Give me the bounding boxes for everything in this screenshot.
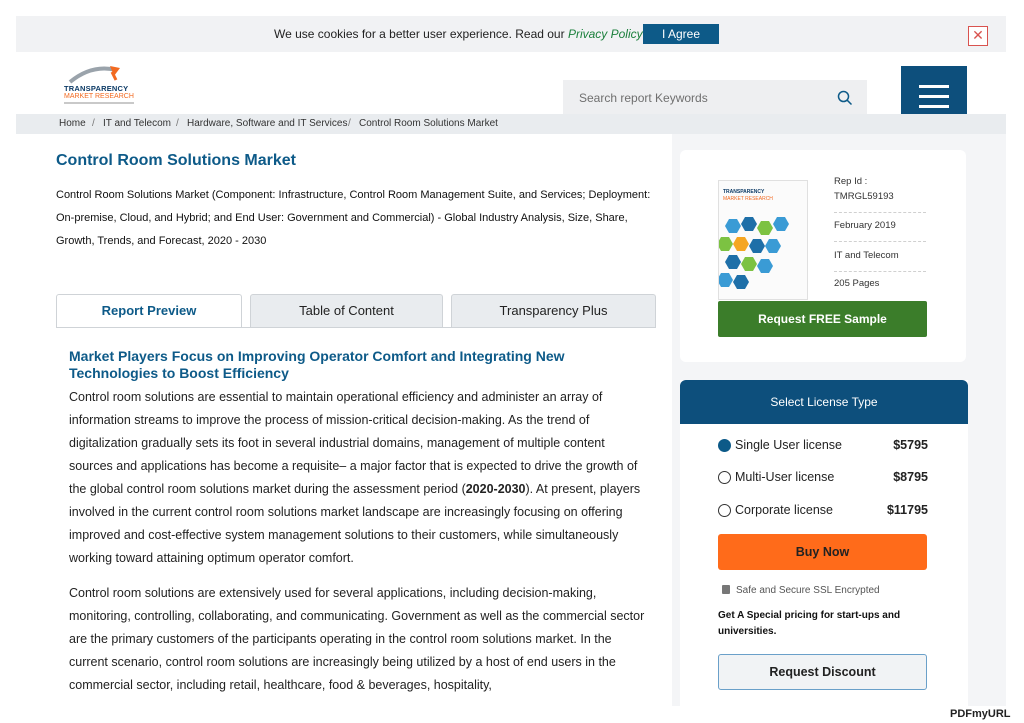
- preview-paragraph-2: Control room solutions are extensively used for several applications, including decision-making, monitoring, controlling, collaborating, and communicating. Government as well as the commercial sector are the primary customers of the participants operating in the control room solutions market. In the current scenario, control room solutions are increasingly being utilized by a host of end users in the commercial sector, including retail, healthcare, food & beverages, hospitality,: [69, 586, 645, 692]
- meta-divider: [834, 241, 926, 242]
- license-option-single[interactable]: [718, 438, 928, 456]
- privacy-policy-link[interactable]: Privacy Policy: [567, 27, 643, 41]
- report-main: [16, 134, 672, 706]
- license-label: Single User license: [735, 438, 842, 452]
- report-category: IT and Telecom: [834, 250, 899, 261]
- breadcrumb-it-telecom[interactable]: IT and Telecom: [103, 118, 172, 129]
- logo-text-sub: MARKET RESEARCH: [64, 93, 134, 100]
- license-price: $8795: [893, 470, 928, 484]
- buy-now-button[interactable]: Buy Now: [718, 534, 927, 570]
- cover-hexagons-icon: [719, 215, 808, 295]
- lock-icon: [722, 585, 730, 594]
- ssl-note: [722, 584, 880, 596]
- cookie-bar: [16, 16, 1006, 52]
- license-option-multi[interactable]: [718, 470, 928, 488]
- request-discount-button[interactable]: Request Discount: [718, 654, 927, 690]
- breadcrumb-separator: /: [176, 118, 179, 129]
- page-frame: [16, 16, 1006, 706]
- cover-brand-sub: MARKET RESEARCH: [723, 196, 773, 202]
- preview-paragraph-1: [69, 386, 649, 570]
- ssl-text: Safe and Secure SSL Encrypted: [736, 585, 880, 596]
- meta-divider: [834, 212, 926, 213]
- report-cover-image: [718, 180, 808, 300]
- license-price: $11795: [886, 503, 928, 517]
- rep-id-value: TMRGL59193: [834, 191, 894, 202]
- search-icon[interactable]: [837, 90, 853, 106]
- cookie-text: We use cookies for a better user experience. Read our: [274, 27, 565, 41]
- para1-period: 2020-2030: [465, 482, 526, 496]
- license-label: Multi-User license: [735, 470, 835, 484]
- logo-underline: [64, 102, 134, 104]
- breadcrumb-home[interactable]: Home: [59, 118, 86, 129]
- para1-text-end: ). At present, players involved in the current control room solutions market landscape are increasingly focusing on offering improved and cost-effective system management solutions to their customers, while simultaneously working toward attaining optimum operator comfort.: [69, 482, 641, 565]
- cover-brand: TRANSPARENCY: [723, 189, 765, 195]
- tab-table-of-content[interactable]: Table of Content: [250, 294, 443, 328]
- rep-id-label: Rep Id :: [834, 176, 868, 187]
- request-sample-button[interactable]: Request FREE Sample: [718, 301, 927, 337]
- brand-logo[interactable]: [62, 62, 142, 110]
- breadcrumb-current: Control Room Solutions Market: [359, 118, 498, 129]
- logo-text-main: TRANSPARENCY: [64, 84, 129, 93]
- close-icon[interactable]: ✕: [968, 26, 988, 46]
- license-heading: Select License Type: [680, 380, 968, 424]
- special-pricing-note: Get A Special pricing for start-ups and universities.: [718, 610, 901, 637]
- radio-single-user[interactable]: [718, 439, 731, 452]
- tab-report-preview[interactable]: Report Preview: [56, 294, 242, 328]
- license-card: [680, 380, 968, 706]
- cookie-message: [274, 27, 643, 41]
- radio-corporate[interactable]: [718, 504, 731, 517]
- breadcrumb-separator: /: [92, 118, 95, 129]
- search-bar: [563, 80, 867, 116]
- para1-text-start: Control room solutions are essential to maintain operational efficiency and administer an array of information streams to improve the process of mission-critical decision-making. As the trend of digitalization gradually sets its foot in several industrial domains, management of multiple content sources and applications has become a requisite– a major factor that is expected to drive the growth of the global control room solutions market during the assessment period (: [69, 390, 638, 496]
- breadcrumb: [16, 114, 1006, 134]
- search-input[interactable]: [563, 80, 813, 116]
- page-title: Control Room Solutions Market: [56, 152, 296, 169]
- report-pages: 205 Pages: [834, 278, 880, 289]
- radio-multi-user[interactable]: [718, 471, 731, 484]
- report-subtitle: Control Room Solutions Market (Component: Infrastructure, Control Room Management Suite, and Services; Deployment: On-premise, Cloud, and Hybrid; and End User: Government and Commercial) - Global Industry Analysis, Size, Share, Growth, Trends, and Forecast, 2020 - 2030: [56, 189, 651, 247]
- menu-bar-top: [919, 85, 949, 88]
- preview-panel: [56, 328, 656, 706]
- breadcrumb-hardware[interactable]: Hardware, Software and IT Services: [187, 118, 348, 129]
- logo-swoosh-icon: [62, 62, 142, 86]
- license-label: Corporate license: [735, 503, 833, 517]
- section-heading: Market Players Focus on Improving Operator Comfort and Integrating New Technologies to Boost Efficiency: [69, 348, 565, 381]
- menu-bar-middle: [919, 95, 949, 98]
- pdfmyurl-watermark: PDFmyURL: [950, 708, 1011, 720]
- license-price: $5795: [893, 438, 928, 452]
- tab-transparency-plus[interactable]: Transparency Plus: [451, 294, 656, 328]
- breadcrumb-separator: /: [348, 118, 351, 129]
- report-info-card: [680, 150, 966, 362]
- agree-button[interactable]: I Agree: [643, 24, 719, 44]
- license-option-corporate[interactable]: [718, 503, 928, 521]
- menu-bar-bottom: [919, 105, 949, 108]
- meta-divider: [834, 271, 926, 272]
- report-date: February 2019: [834, 220, 896, 231]
